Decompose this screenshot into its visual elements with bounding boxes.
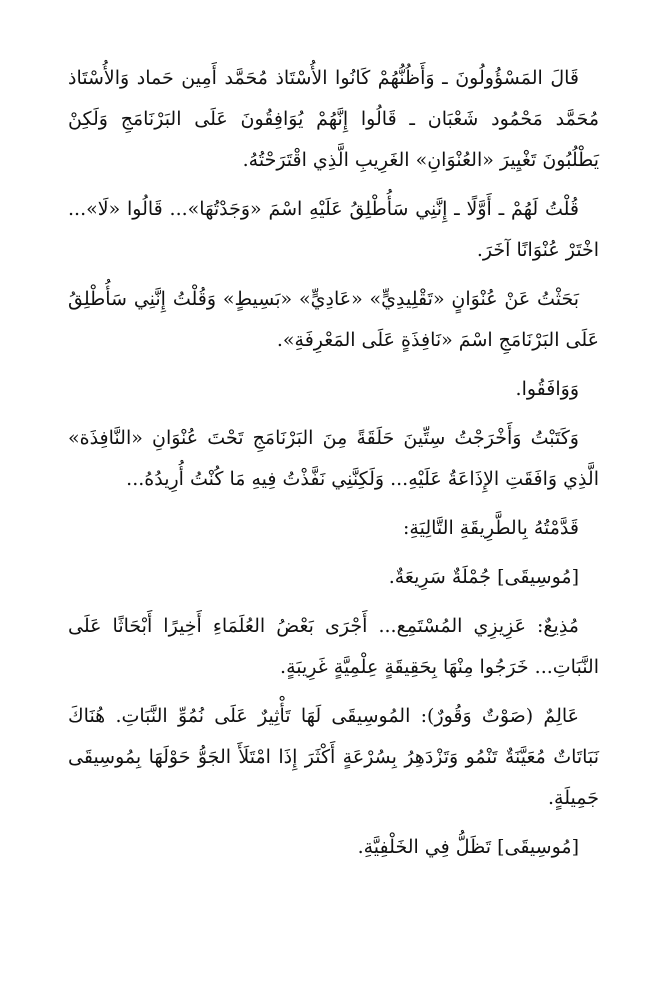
- paragraph: قُلْتُ لَهُمْ ـ أَوَّلًا ـ إِنَّنِي سَأُطْلِقُ عَلَيْهِ اسْمَ «وَجَدْتُهَا»... قَالُوا «لَا»... اخْتَرْ عُنْوَانًا آخَرَ.: [68, 198, 599, 261]
- paragraph: وَوَافَقُوا.: [515, 378, 579, 400]
- paragraph: بَحَثْتُ عَنْ عُنْوَانٍ «تَقْلِيدِيٍّ» «عَادِيٍّ» «بَسِيطٍ» وَقُلْتُ إِنَّنِي سَأُطْلِقُ عَلَى البَرْنَامَجِ اسْمَ «نَافِذَةٍ عَلَى المَعْرِفَةِ».: [68, 288, 599, 351]
- paragraph: وَكَتَبْتُ وَأَخْرَجْتُ سِتِّينَ حَلَقَةً مِنَ البَرْنَامَجِ تَحْتَ عُنْوَانِ «النَّافِذَة» الَّذِي وَافَقَتِ الإِذَاعَةُ عَلَيْهِ... وَلَكِنَّنِي نَفَّذْتُ فِيهِ مَا كُنْتُ أُرِيدُهُ...: [68, 427, 599, 490]
- paragraph: [مُوسِيقَى] تَظَلُّ فِي الخَلْفِيَّةِ.: [357, 836, 579, 858]
- paragraph: عَالِمٌ (صَوْتٌ وَقُورٌ): المُوسِيقَى لَهَا تَأْثِيرٌ عَلَى نُمُوِّ النَّبَاتِ. هُنَاكَ نَبَاتَاتٌ مُعَيَّنَةٌ تَنْمُو وَتَزْدَهِرُ بِسُرْعَةٍ أَكْثَرَ إِذَا امْتَلَأَ الجَوُّ حَوْلَهَا بِمُوسِيقَى جَمِيلَةٍ.: [68, 705, 599, 809]
- book-page: [68, 58, 599, 960]
- paragraph: مُذِيعٌ: عَزِيزِي المُسْتَمِع... أَجْرَى بَعْضُ العُلَمَاءِ أَخِيرًا أَبْحَاثًا عَلَى النَّبَاتِ... خَرَجُوا مِنْهَا بِحَقِيقَةٍ عِلْمِيَّةٍ غَرِيبَةٍ.: [68, 615, 599, 678]
- paragraph: [مُوسِيقَى] جُمْلَةٌ سَرِيعَةٌ.: [388, 566, 579, 588]
- paragraph: قَالَ المَسْؤُولُونَ ـ وَأَظُنُّهُمْ كَانُوا الأُسْتَاذ مُحَمَّد أَمِين حَماد وَالأُسْتَاذ مُحَمَّد مَحْمُود شَعْبَان ـ قَالُوا إِنَّهُمْ يُوَافِقُونَ عَلَى البَرْنَامَجِ وَلَكِنْ يَطْلُبُونَ تَغْيِيرَ «العُنْوَانِ» الغَرِيبِ الَّذِي اقْتَرَحْتُهُ.: [68, 67, 599, 171]
- paragraph: قَدَّمْتُهُ بِالطَّرِيقَةِ التَّالِيَةِ:: [403, 517, 579, 539]
